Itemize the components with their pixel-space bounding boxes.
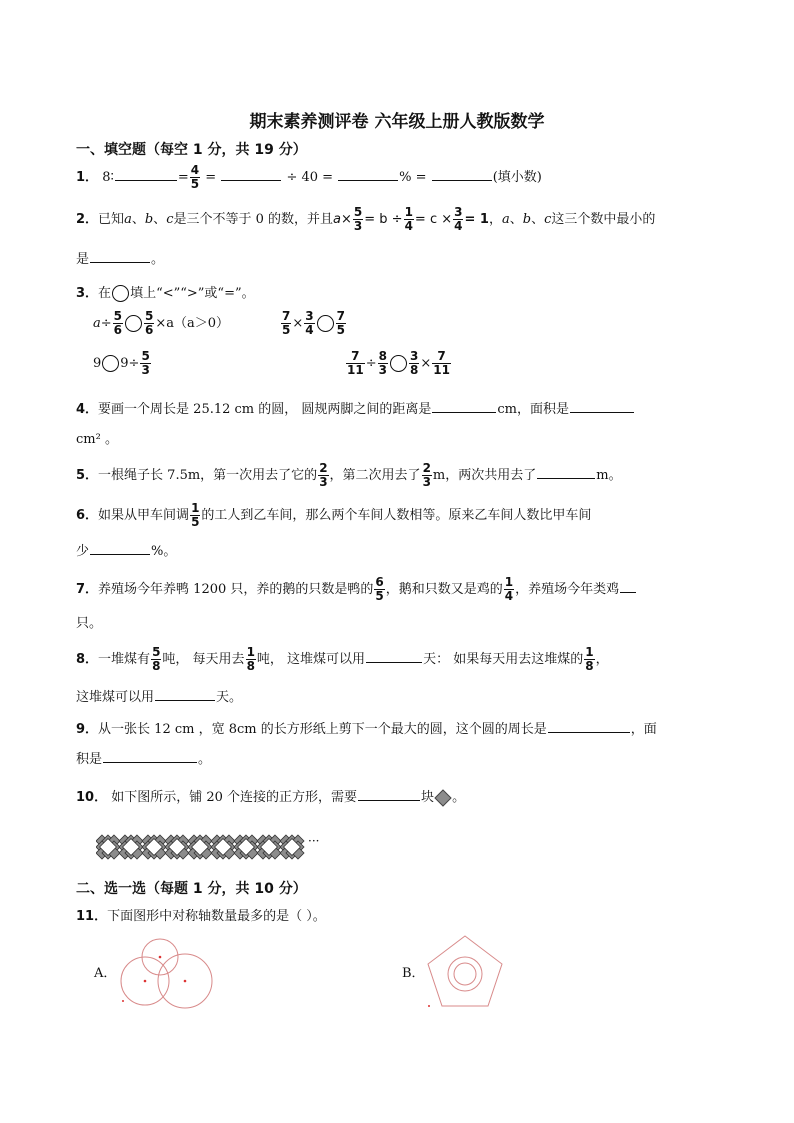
question-11: 11．下面图形中对称轴数量最多的是（ ）。 [76, 909, 326, 924]
question-7: 7．养殖场今年养鸭 1200 只，养的鹅的只数是鸭的 $\frac{6}{5}$ ，鹅和只数又是鸡的 $\frac{1}{4}$ ，养殖场今年类鸡 [76, 576, 637, 603]
compare-circle[interactable] [125, 315, 142, 332]
q3-item-b: $\frac{7}{5}$ × $\frac{3}{4}$ $\frac{7}{5}$ [282, 309, 345, 337]
section-heading-fill-in: 一、填空题（每空 1 分，共 19 分） [76, 142, 307, 158]
question-8-line2: 这堆煤可以用 天。 [76, 686, 242, 705]
continuation-dots: ··· [308, 834, 320, 848]
question-5: 5．一根绳子长 7.5m，第一次用去了它的 $\frac{2}{3}$ ，第二次用去了 $\frac{2}{3}$ m，两次共用去了 m。 [76, 461, 622, 489]
option-a-three-circles-figure[interactable] [115, 935, 215, 1010]
question-7-line2: 只。 [76, 616, 103, 631]
fraction: $\frac{3}{4}$ [454, 205, 463, 233]
fraction: $\frac{4}{5}$ [190, 163, 200, 191]
answer-blank[interactable] [432, 167, 492, 181]
question-6: 6．如果从甲车间调 $\frac{1}{5}$ 的工人到乙车间，那么两个车间人数相等。原来乙车间人数比甲车间 [76, 501, 592, 529]
question-10: 10． 如下图所示，铺 20 个连接的正方形，需要 块 。 [76, 786, 465, 807]
q3-item-d: $\frac{7}{11}$ ÷ $\frac{8}{3}$ $\frac{3}{8}$ × $\frac{7}{11}$ [347, 349, 450, 377]
fraction: $\frac{1}{4}$ [404, 205, 413, 233]
answer-blank[interactable] [432, 399, 496, 413]
option-b-label[interactable]: B． [402, 966, 425, 981]
tile-pattern-figure [96, 822, 316, 872]
answer-blank[interactable] [570, 399, 634, 413]
compare-circle[interactable] [390, 355, 407, 372]
answer-blank[interactable] [366, 649, 422, 663]
answer-blank[interactable] [221, 167, 281, 181]
compare-circle[interactable] [102, 355, 119, 372]
question-3: 3．在 填上“<”“>”或“=”。 [76, 286, 255, 301]
question-9-line2: 积是 。 [76, 748, 211, 767]
answer-blank[interactable] [90, 541, 150, 555]
answer-blank[interactable] [548, 719, 630, 733]
question-9: 9．从一张长 12 cm ，宽 8cm 的长方形纸上剪下一个最大的圆，这个圆的周长是 ，面 [76, 718, 657, 737]
diamond-tile-icon [434, 789, 452, 807]
option-b-pentagon-circle-figure[interactable] [420, 932, 510, 1010]
question-2-line2: 是 。 [76, 248, 164, 267]
answer-blank[interactable] [537, 465, 595, 479]
question-8: 8．一堆煤有 $\frac{5}{8}$ 吨， 每天用去 $\frac{1}{8}$ 吨， 这堆煤可以用 天： 如果每天用去这堆煤的 $\frac{1}{8}$ ， [76, 645, 609, 673]
question-1: 1． 8∶ = $\frac{4}{5}$ = ÷ 40 = % = (填小数) [76, 163, 542, 191]
option-a-label[interactable]: A． [94, 966, 117, 981]
question-4: 4．要画一个周长是 25.12 cm 的圆， 圆规两脚之间的距离是 cm，面积是 [76, 398, 635, 417]
answer-blank[interactable] [90, 249, 150, 263]
fraction: $\frac{5}{3}$ [353, 205, 363, 233]
question-6-line2: 少 %。 [76, 540, 176, 559]
answer-blank[interactable] [115, 167, 177, 181]
section-heading-choice: 二、选一选（每题 1 分，共 10 分） [76, 881, 307, 897]
question-2: 2．已知a、b、c是三个不等于 0 的数，并且a× $\frac{5}{3}$ = b ÷ $\frac{1}{4}$ = c × $\frac{3}{4}$ = 1，a、b、c这三个数中最小的 [76, 205, 656, 233]
answer-blank[interactable] [358, 787, 420, 801]
answer-blank[interactable] [620, 579, 636, 593]
q3-item-c: 9 9÷ $\frac{5}{3}$ [93, 349, 150, 377]
answer-blank[interactable] [338, 167, 398, 181]
compare-circle[interactable] [317, 315, 334, 332]
answer-blank[interactable] [155, 687, 215, 701]
q3-item-a: a÷ $\frac{5}{6}$ $\frac{5}{6}$ ×a（a＞0） [93, 309, 230, 337]
answer-blank[interactable] [103, 749, 197, 763]
page-title: 期末素养测评卷 六年级上册人教版数学 [249, 112, 545, 132]
question-4-line2: cm² 。 [76, 432, 118, 447]
compare-circle[interactable] [112, 285, 129, 302]
